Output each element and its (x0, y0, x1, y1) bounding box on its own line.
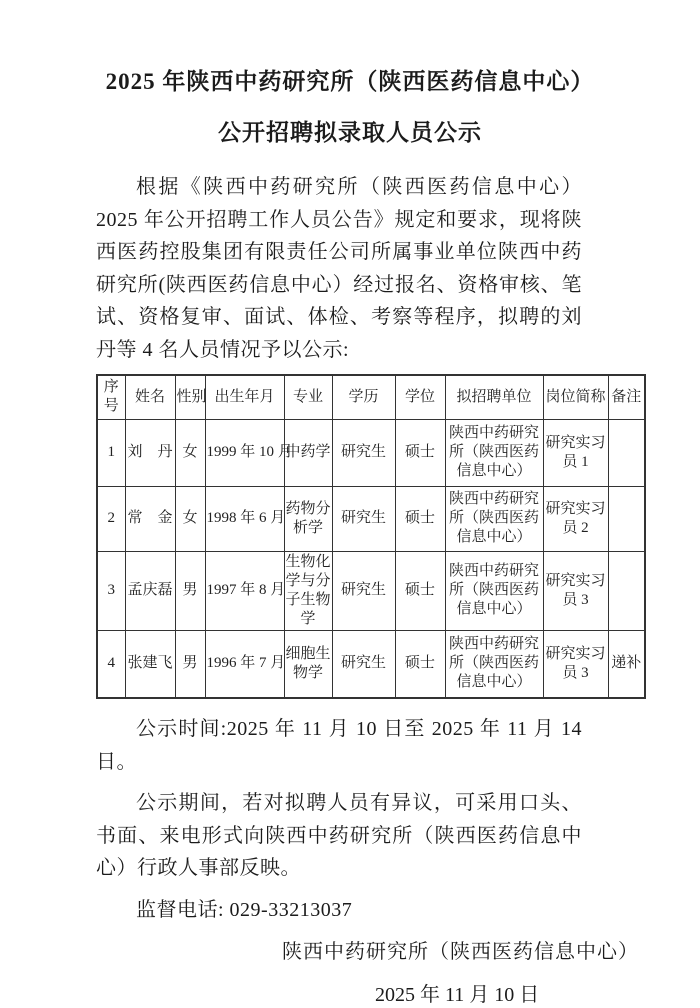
signature-organization: 陕西中药研究所（陕西医药信息中心） (282, 941, 639, 963)
candidates-table (96, 374, 646, 699)
col-header-birthdate: 出生年月 (205, 375, 284, 419)
cell-gender: 男 (175, 630, 205, 698)
cell-remark: 递补 (608, 630, 645, 698)
cell-birthdate: 1998 年 6 月 (205, 486, 284, 551)
cell-degree: 硕士 (395, 551, 445, 630)
col-header-position: 岗位简称 (543, 375, 608, 419)
cell-degree: 硕士 (395, 419, 445, 486)
intro-paragraph: 根据《陕西中药研究所（陕西医药信息中心）2025 年公开招聘工作人员公告》规定和要求，现将陕西医药控股集团有限责任公司所属事业单位陕西中药研究所(陕西医药信息中心）经过报名、资格审核、笔试、资格复审、面试、体检、考察等程序，拟聘的刘丹等 4 名人员情况予以公示: (96, 176, 582, 361)
publicity-period: 公示时间:2025 年 11 月 10 日至 2025 年 11 月 14 日。 (96, 718, 582, 773)
cell-education: 研究生 (332, 486, 395, 551)
table-row (97, 630, 645, 698)
cell-position: 研究实习员 2 (543, 486, 608, 551)
col-header-index: 序号 (97, 375, 125, 419)
cell-degree: 硕士 (395, 630, 445, 698)
col-header-degree: 学位 (395, 375, 445, 419)
cell-remark (608, 551, 645, 630)
cell-degree: 硕士 (395, 486, 445, 551)
cell-index: 2 (97, 486, 125, 551)
cell-gender: 女 (175, 486, 205, 551)
page-title (0, 0, 700, 158)
cell-major: 中药学 (284, 419, 332, 486)
title-line-2: 公开招聘拟录取人员公示 (218, 120, 482, 145)
cell-education: 研究生 (332, 630, 395, 698)
cell-major: 生物化学与分子生物学 (284, 551, 332, 630)
col-header-employer: 拟招聘单位 (445, 375, 543, 419)
col-header-major: 专业 (284, 375, 332, 419)
cell-employer: 陕西中药研究所（陕西医药信息中心） (445, 486, 543, 551)
cell-employer: 陕西中药研究所（陕西医药信息中心） (445, 419, 543, 486)
cell-gender: 男 (175, 551, 205, 630)
document-body (96, 171, 700, 1008)
cell-major: 细胞生物学 (284, 630, 332, 698)
cell-employer: 陕西中药研究所（陕西医药信息中心） (445, 551, 543, 630)
table-header-row (97, 375, 645, 419)
col-header-gender: 性别 (175, 375, 205, 419)
cell-position: 研究实习员 1 (543, 419, 608, 486)
cell-remark (608, 419, 645, 486)
cell-remark (608, 486, 645, 551)
cell-birthdate: 1999 年 10 月 (205, 419, 284, 486)
cell-index: 3 (97, 551, 125, 630)
cell-index: 4 (97, 630, 125, 698)
cell-gender: 女 (175, 419, 205, 486)
signature-date: 2025 年 11 月 10 日 (375, 984, 540, 1006)
table-row (97, 551, 645, 630)
title-line-1: 2025 年陕西中药研究所（陕西医药信息中心） (105, 69, 595, 94)
cell-birthdate: 1997 年 8 月 (205, 551, 284, 630)
table-row (97, 419, 645, 486)
col-header-remark: 备注 (608, 375, 645, 419)
cell-education: 研究生 (332, 419, 395, 486)
supervision-phone: 监督电话: 029-33213037 (136, 898, 353, 921)
cell-index: 1 (97, 419, 125, 486)
cell-birthdate: 1996 年 7 月 (205, 630, 284, 698)
cell-major: 药物分析学 (284, 486, 332, 551)
cell-employer: 陕西中药研究所（陕西医药信息中心） (445, 630, 543, 698)
cell-name: 刘 丹 (125, 419, 175, 486)
cell-name: 张建飞 (125, 630, 175, 698)
cell-position: 研究实习员 3 (543, 551, 608, 630)
cell-name: 孟庆磊 (125, 551, 175, 630)
cell-name: 常 金 (125, 486, 175, 551)
table-row (97, 486, 645, 551)
col-header-education: 学历 (332, 375, 395, 419)
cell-position: 研究实习员 3 (543, 630, 608, 698)
cell-education: 研究生 (332, 551, 395, 630)
col-header-name: 姓名 (125, 375, 175, 419)
objection-paragraph: 公示期间，若对拟聘人员有异议，可采用口头、书面、来电形式向陕西中药研究所（陕西医药信息中心）行政人事部反映。 (96, 792, 582, 879)
